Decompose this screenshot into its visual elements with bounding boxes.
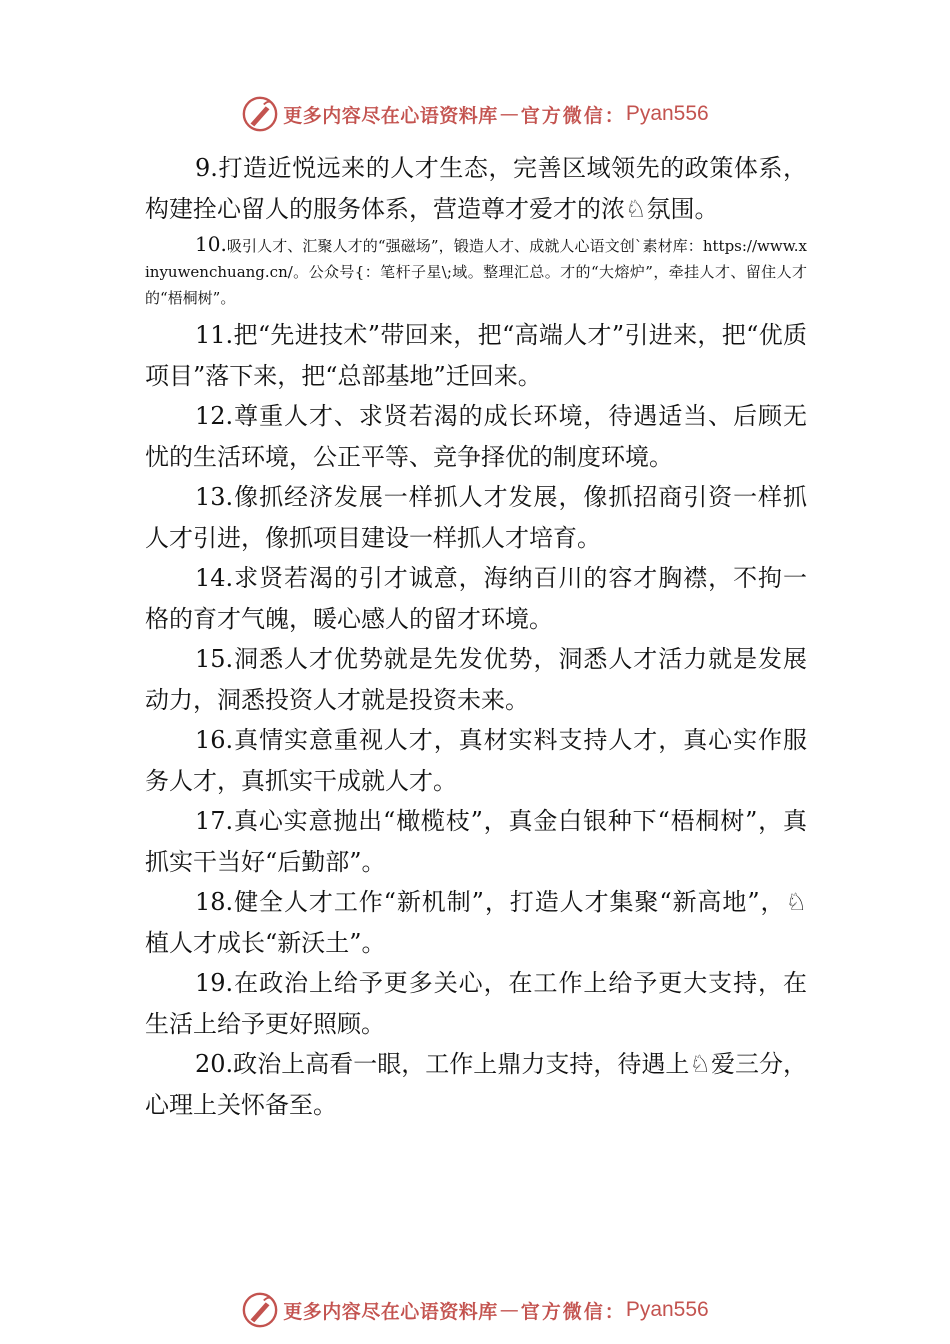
footer-dash: — <box>499 1299 519 1321</box>
paragraph-10-number: 10. <box>195 232 227 256</box>
paragraph-19: 19.在政治上给予更多关心，在工作上给予更大支持，在生活上给予更好照顾。 <box>145 969 807 1038</box>
footer-site-name: 更多内容尽在心语资料库 <box>283 1300 498 1323</box>
paragraph-10 <box>145 231 807 311</box>
paragraph-14: 14.求贤若渴的引才诚意，海纳百川的容才胸襟，不拘一格的育才气魄，暖心感人的留才环境。 <box>145 564 807 633</box>
footer-wechat-id: Pyan556 <box>625 1298 709 1321</box>
pen-logo-icon <box>241 95 279 133</box>
paragraph-16: 16.真情实意重视人才，真材实料支持人才，真心实作服务人才，真抓实干成就人才。 <box>145 726 807 795</box>
footer-banner <box>0 1290 950 1330</box>
paragraph-15: 15.洞悉人才优势就是先发优势，洞悉人才活力就是发展动力，洞悉投资人才就是投资未来。 <box>145 645 807 714</box>
header-wechat-label: 官方微信： <box>520 104 626 127</box>
header-wechat-id: Pyan556 <box>625 102 709 125</box>
header-dash: — <box>499 103 519 125</box>
paragraph-18: 18.健全人才工作“新机制”，打造人才集聚“新高地”，♘植人才成长“新沃土”。 <box>145 888 807 957</box>
footer-wechat-label: 官方微信： <box>520 1300 626 1323</box>
paragraph-9: 9.打造近悦远来的人才生态，完善区域领先的政策体系，构建拴心留人的服务体系，营造尊才爱才的浓♘氛围。 <box>145 154 807 223</box>
paragraph-12: 12.尊重人才、求贤若渴的成长环境，待遇适当、后顾无忧的生活环境，公正平等、竞争择优的制度环境。 <box>145 402 807 471</box>
header-banner <box>0 94 950 134</box>
paragraph-17: 17.真心实意抛出“橄榄枝”，真金白银种下“梧桐树”，真抓实干当好“后勤部”。 <box>145 807 807 876</box>
paragraph-13: 13.像抓经济发展一样抓人才发展，像抓招商引资一样抓人才引进，像抓项目建设一样抓人才培育。 <box>145 483 807 552</box>
header-site-name: 更多内容尽在心语资料库 <box>283 104 498 127</box>
pen-logo-icon <box>241 1291 279 1329</box>
paragraph-11: 11.把“先进技术”带回来，把“高端人才”引进来，把“优质项目”落下来，把“总部基地”迁回来。 <box>145 321 807 390</box>
paragraph-10-text: 吸引人才、汇聚人才的“强磁场”，锻造人才、成就人心语文创`素材库：https://www.xinyuwenchuang.cn/。公众号{：笔杆子星\;域。整理汇总。才的“大熔炉”，牵挂人才、留住人才的“梧桐树”。 <box>145 237 807 307</box>
paragraph-20: 20.政治上高看一眼，工作上鼎力支持，待遇上♘爱三分，心理上关怀备至。 <box>145 1050 807 1119</box>
document-body <box>145 148 807 1125</box>
